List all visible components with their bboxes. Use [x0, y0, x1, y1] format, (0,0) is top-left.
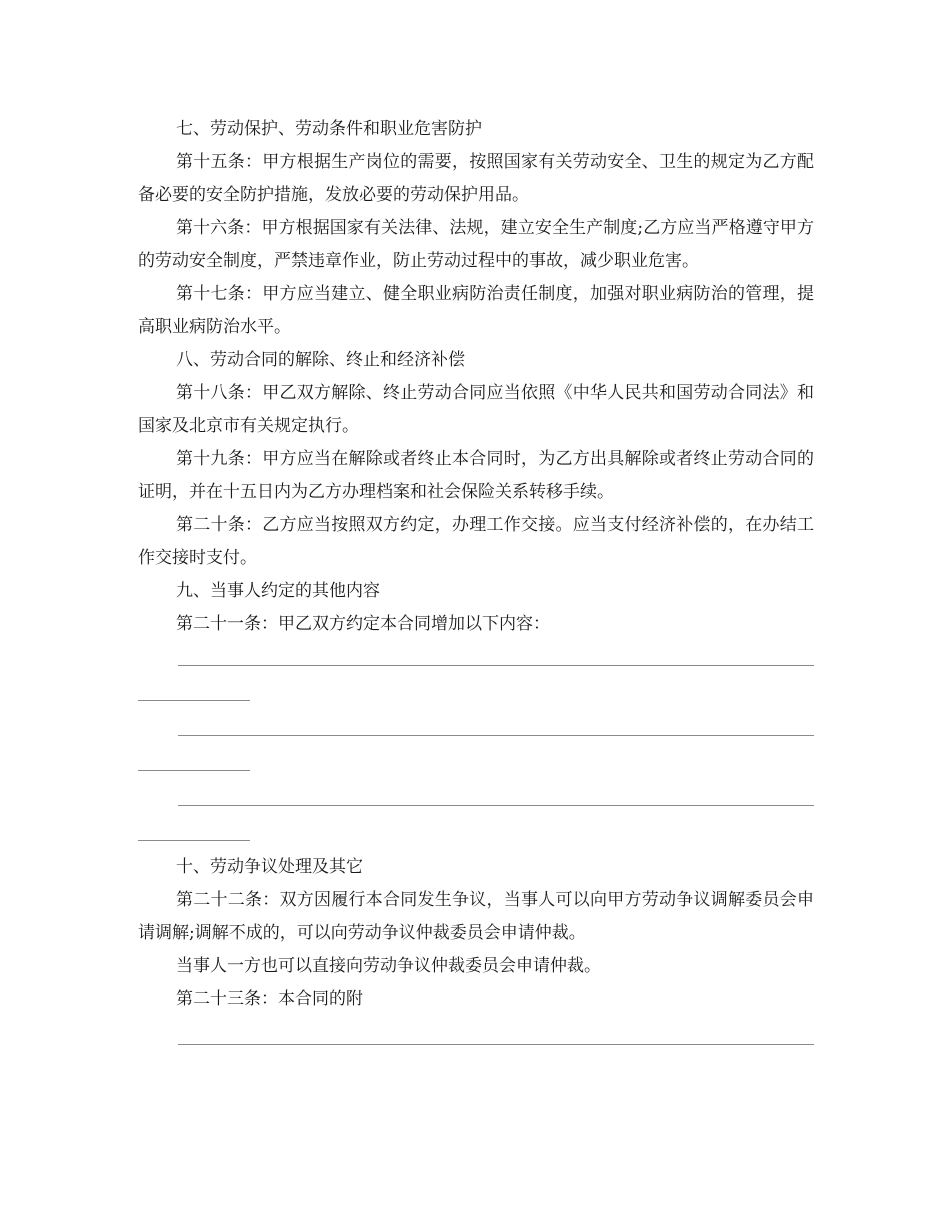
- article-18: 第十八条：甲乙双方解除、终止劳动合同应当依照《中华人民共和国劳动合同法》和国家及北京市有关规定执行。: [138, 383, 814, 436]
- blank-line-long: [178, 665, 814, 666]
- blank-line-short: [138, 840, 250, 841]
- section-heading-10: 十、劳动争议处理及其它: [176, 857, 363, 877]
- document-body: [138, 113, 814, 1056]
- article-17: 第十七条：甲方应当建立、健全职业病防治责任制度，加强对职业病防治的管理，提高职业病防治水平。: [138, 284, 814, 337]
- fill-in-blank-1: [138, 641, 814, 711]
- section-heading-9: 九、当事人约定的其他内容: [176, 581, 380, 601]
- arbitration-note: 当事人一方也可以直接向劳动争议仲裁委员会申请仲裁。: [176, 956, 601, 976]
- blank-line-long: [178, 1044, 814, 1045]
- blank-line-long: [178, 735, 814, 736]
- article-16: 第十六条：甲方根据国家有关法律、法规，建立安全生产制度;乙方应当严格遵守甲方的劳动安全制度，严禁违章作业，防止劳动过程中的事故，减少职业危害。: [138, 218, 814, 271]
- article-23: 第二十三条：本合同的附: [176, 989, 363, 1009]
- fill-in-blank-2: [138, 711, 814, 781]
- fill-in-blank-4: [138, 1016, 814, 1056]
- article-22: 第二十二条：双方因履行本合同发生争议，当事人可以向甲方劳动争议调解委员会申请调解;调解不成的，可以向劳动争议仲裁委员会申请仲裁。: [138, 890, 814, 943]
- section-heading-8: 八、劳动合同的解除、终止和经济补偿: [176, 350, 465, 370]
- article-19: 第十九条：甲方应当在解除或者终止本合同时，为乙方出具解除或者终止劳动合同的证明，并在十五日内为乙方办理档案和社会保险关系转移手续。: [138, 449, 814, 502]
- blank-line-short: [138, 770, 250, 771]
- section-heading-7: 七、劳动保护、劳动条件和职业危害防护: [176, 119, 482, 139]
- blank-line-long: [178, 805, 814, 806]
- fill-in-blank-3: [138, 781, 814, 851]
- article-15: 第十五条：甲方根据生产岗位的需要，按照国家有关劳动安全、卫生的规定为乙方配备必要的安全防护措施，发放必要的劳动保护用品。: [138, 152, 814, 205]
- article-20: 第二十条：乙方应当按照双方约定，办理工作交接。应当支付经济补偿的，在办结工作交接时支付。: [138, 515, 814, 568]
- article-21: 第二十一条：甲乙双方约定本合同增加以下内容：: [176, 614, 550, 634]
- blank-line-short: [138, 700, 250, 701]
